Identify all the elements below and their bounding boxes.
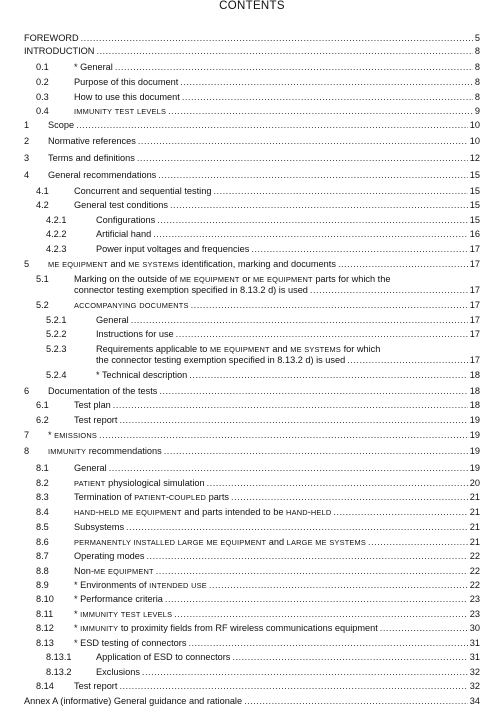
toc-entry-number: 8.4 (36, 507, 49, 517)
toc-entry-number: 5 (24, 259, 30, 269)
toc-entry-title: FOREWORD (24, 33, 79, 43)
toc-page-number: 17 (469, 285, 480, 295)
toc-entry-title: * Technical description (96, 370, 188, 380)
toc-entry[interactable] (36, 551, 480, 562)
dot-leader (207, 478, 468, 489)
toc-entry-continuation[interactable] (74, 285, 480, 296)
toc-entry-number: 4.2.2 (46, 229, 67, 239)
toc-page-number: 9 (474, 106, 480, 116)
toc-entry-number: 8.8 (36, 566, 49, 576)
toc-page-number: 15 (469, 170, 480, 180)
toc-page-number: 21 (469, 492, 480, 502)
dot-leader (191, 300, 468, 311)
toc-entry[interactable] (36, 507, 480, 518)
toc-entry-title: * ESD testing of connectors (74, 638, 187, 648)
toc-entry[interactable] (36, 106, 480, 117)
toc-page-number: 8 (474, 92, 480, 102)
toc-entry[interactable] (24, 33, 480, 44)
dot-leader (368, 537, 468, 548)
toc-entry-title: General (96, 315, 129, 325)
toc-entry[interactable] (36, 681, 480, 692)
toc-entry-number: 5.2.3 (46, 344, 67, 354)
toc-entry-continuation[interactable] (96, 355, 480, 366)
toc-entry-title: Test report (74, 681, 118, 691)
toc-entry-number: 2 (24, 136, 30, 146)
toc-entry-title: Subsystems (74, 522, 125, 532)
toc-entry[interactable] (24, 153, 480, 164)
toc-entry-title-line2: connector testing exemption specified in 8.13.2 d) is used (74, 285, 308, 295)
dot-leader (96, 46, 472, 57)
toc-entry-title: PERMANENTLY INSTALLED LARGE ME EQUIPMENT and LARGE ME SYSTEMS (74, 537, 367, 547)
toc-entry-number: 0.1 (36, 62, 49, 72)
toc-page-number: 21 (469, 522, 480, 532)
toc-entry[interactable] (36, 274, 480, 285)
toc-entry[interactable] (24, 170, 480, 181)
toc-page-number: 10 (469, 120, 480, 130)
toc-entry-title: Test report (74, 415, 118, 425)
dot-leader (213, 186, 467, 197)
toc-entry-title: Power input voltages and frequencies (96, 244, 250, 254)
toc-entry[interactable] (46, 329, 480, 340)
toc-entry[interactable] (46, 370, 480, 381)
dot-leader (347, 355, 468, 366)
toc-entry-number: 0.3 (36, 92, 49, 102)
toc-entry-title: Configurations (96, 215, 156, 225)
toc-page-number: 23 (469, 594, 480, 604)
toc-entry[interactable] (36, 522, 480, 533)
toc-entry-number: 8.10 (36, 594, 54, 604)
toc-page-number: 19 (469, 463, 480, 473)
toc-entry-number: 8.6 (36, 537, 49, 547)
dot-leader (168, 106, 473, 117)
toc-entry-number: 6 (24, 386, 30, 396)
toc-entry-title: * Environments of INTENDED USE (74, 580, 207, 590)
dot-leader (189, 370, 467, 381)
toc-page-number: 18 (469, 386, 480, 396)
toc-page-number: 18 (469, 370, 480, 380)
toc-entry-title: * General (74, 62, 113, 72)
toc-page-number: 32 (469, 667, 480, 677)
dot-leader (153, 229, 468, 240)
toc-entry-title: IMMUNITY recommendations (48, 446, 162, 456)
dot-leader (109, 463, 468, 474)
toc-entry-title: Concurrent and sequential testing (74, 186, 212, 196)
toc-page-number: 30 (469, 623, 480, 633)
toc-entry-number: 4.1 (36, 186, 49, 196)
dot-leader (164, 446, 468, 457)
toc-entry[interactable] (36, 77, 480, 88)
toc-entry[interactable] (24, 136, 480, 147)
toc-entry-title: INTRODUCTION (24, 46, 95, 56)
toc-entry[interactable] (24, 430, 480, 441)
dot-leader (231, 492, 468, 503)
toc-entry[interactable] (36, 92, 480, 103)
toc-entry-title: Application of ESD to connectors (96, 652, 231, 662)
toc-entry-title: How to use this document (74, 92, 180, 102)
dot-leader (115, 62, 473, 73)
toc-entry-number: 5.2.2 (46, 329, 67, 339)
toc-page-number: 15 (469, 186, 480, 196)
toc-entry-number: 8.13 (36, 638, 54, 648)
dot-leader (170, 200, 468, 211)
toc-entry[interactable] (46, 244, 480, 255)
dot-leader (131, 315, 468, 326)
toc-entry-number: 6.1 (36, 400, 49, 410)
toc-entry-title: * IMMUNITY to proximity fields from RF wireless communications equipment (74, 623, 378, 633)
toc-entry-title: Normative references (48, 136, 136, 146)
toc-entry-number: 4.2 (36, 200, 49, 210)
toc-entry-number: 3 (24, 153, 30, 163)
toc-entry[interactable] (24, 386, 480, 397)
toc-page-number: 5 (474, 33, 480, 43)
toc-page-number: 22 (469, 580, 480, 590)
toc-page-number: 21 (469, 507, 480, 517)
dot-leader (338, 259, 468, 270)
toc-page-number: 19 (469, 446, 480, 456)
toc-page-number: 17 (469, 315, 480, 325)
dot-leader (81, 33, 473, 44)
toc-entry-number: 8.11 (36, 609, 54, 619)
toc-entry-number: 7 (24, 430, 30, 440)
toc-entry-title: Marking on the outside of ME EQUIPMENT or ME EQUIPMENT parts for which the (74, 274, 391, 284)
dot-leader (159, 386, 467, 397)
toc-page-number: 17 (469, 259, 480, 269)
toc-entry-title: Exclusions (96, 667, 140, 677)
toc-entry[interactable] (36, 200, 480, 211)
dot-leader (244, 696, 468, 707)
dot-leader (182, 92, 473, 103)
dot-leader (165, 594, 468, 605)
toc-page-number: 8 (474, 46, 480, 56)
toc-page-number: 17 (469, 329, 480, 339)
toc-entry-title: PATIENT physiological simulation (74, 478, 205, 488)
toc-entry[interactable] (24, 46, 480, 57)
toc-entry-number: 4.2.1 (46, 215, 67, 225)
toc-entry-number: 8.5 (36, 522, 49, 532)
toc-entry[interactable] (24, 120, 480, 131)
toc-entry-number: 5.2.1 (46, 315, 67, 325)
toc-entry[interactable] (36, 609, 480, 620)
dot-leader (147, 551, 468, 562)
dot-leader (380, 623, 468, 634)
toc-entry-number: 5.2 (36, 300, 49, 310)
toc-entry-title-line2: the connector testing exemption specified in 8.13.2 d) is used (96, 355, 346, 365)
toc-entry-title: Test plan (74, 400, 111, 410)
toc-entry[interactable] (36, 400, 480, 411)
page-title: CONTENTS (219, 0, 285, 12)
toc-entry-number: 1 (24, 120, 30, 130)
toc-entry[interactable] (36, 62, 480, 73)
toc-entry[interactable] (36, 492, 480, 503)
dot-leader (142, 667, 468, 678)
toc-entry-title: Operating modes (74, 551, 145, 561)
toc-entry[interactable] (46, 229, 480, 240)
dot-leader (119, 681, 467, 692)
toc-page-number: 34 (469, 696, 480, 706)
toc-entry[interactable] (46, 344, 480, 355)
dot-leader (333, 507, 467, 518)
toc-page-number: 32 (469, 681, 480, 691)
toc-entry-number: 8.7 (36, 551, 49, 561)
toc-page-number: 31 (469, 652, 480, 662)
toc-entry-number: 8.12 (36, 623, 54, 633)
dot-leader (232, 652, 467, 663)
toc-page-number: 10 (469, 136, 480, 146)
toc-entry[interactable] (24, 696, 480, 707)
dot-leader (138, 136, 468, 147)
toc-page-number: 18 (469, 400, 480, 410)
toc-page-number: 22 (469, 551, 480, 561)
toc-entry-title: Terms and definitions (48, 153, 135, 163)
dot-leader (113, 400, 468, 411)
toc-entry-title: ACCOMPANYING DOCUMENTS (74, 301, 189, 310)
toc-entry-number: 4.2.3 (46, 244, 67, 254)
dot-leader (119, 415, 467, 426)
toc-page-number: 23 (469, 609, 480, 619)
toc-page-number: 17 (469, 300, 480, 310)
toc-page-number: 19 (469, 430, 480, 440)
toc-entry-title: General (74, 463, 107, 473)
dot-leader (137, 153, 468, 164)
toc-entry-number: 0.4 (36, 106, 49, 116)
toc-page-number: 22 (469, 566, 480, 576)
toc-entry-title: * Performance criteria (74, 594, 163, 604)
toc-entry[interactable] (46, 215, 480, 226)
toc-page-number: 8 (474, 77, 480, 87)
toc-entry[interactable] (36, 638, 480, 649)
toc-entry[interactable] (36, 478, 480, 489)
toc-entry[interactable] (24, 446, 480, 457)
toc-entry-title: General recommendations (48, 170, 157, 180)
toc-entry-title: Annex A (informative) General guidance and rationale (24, 696, 243, 706)
toc-entry-title: General test conditions (74, 200, 168, 210)
toc-page-number: 31 (469, 638, 480, 648)
toc-entry-number: 8.1 (36, 463, 49, 473)
toc-page-number: 16 (469, 229, 480, 239)
dot-leader (76, 120, 468, 131)
toc-entry-title: Termination of PATIENT-COUPLED parts (74, 492, 230, 502)
dot-leader (174, 609, 468, 620)
toc-entry-number: 8.13.2 (46, 667, 72, 677)
dot-leader (209, 580, 468, 591)
dot-leader (99, 430, 468, 441)
dot-leader (251, 244, 467, 255)
toc-entry[interactable] (36, 415, 480, 426)
toc-entry[interactable] (36, 300, 480, 311)
toc-entry[interactable] (36, 537, 480, 548)
toc-entry[interactable] (24, 259, 480, 270)
toc-entry-title: Artificial hand (96, 229, 152, 239)
toc-page-number: 19 (469, 415, 480, 425)
toc-page-number: 15 (469, 200, 480, 210)
dot-leader (176, 329, 468, 340)
toc-page-number: 20 (469, 478, 480, 488)
toc-entry-number: 8.9 (36, 580, 49, 590)
toc-page-number: 15 (469, 215, 480, 225)
toc-entry[interactable] (46, 652, 480, 663)
toc-entry-number: 8.14 (36, 681, 54, 691)
toc-entry-title: * IMMUNITY TEST LEVELS (74, 609, 173, 619)
dot-leader (180, 77, 473, 88)
toc-entry-title: Instructions for use (96, 329, 174, 339)
toc-entry[interactable] (46, 667, 480, 678)
toc-entry-number: 8.2 (36, 478, 49, 488)
dot-leader (156, 566, 468, 577)
toc-entry-number: 0.2 (36, 77, 49, 87)
toc-page-number: 12 (469, 153, 480, 163)
toc-entry-title: Non-ME EQUIPMENT (74, 566, 154, 576)
toc-entry-number: 8.13.1 (46, 652, 72, 662)
toc-entry-number: 8 (24, 446, 30, 456)
toc-entry[interactable] (36, 623, 480, 634)
toc-entry-title: IMMUNITY TEST LEVELS (74, 107, 167, 116)
dot-leader (310, 285, 468, 296)
toc-entry[interactable] (36, 580, 480, 591)
dot-leader (157, 215, 468, 226)
dot-leader (126, 522, 468, 533)
dot-leader (188, 638, 467, 649)
toc-entry[interactable] (46, 315, 480, 326)
toc-entry-number: 5.2.4 (46, 370, 67, 380)
toc-entry[interactable] (36, 186, 480, 197)
toc-page-number: 17 (469, 355, 480, 365)
dot-leader (158, 170, 467, 181)
toc-entry-number: 4 (24, 170, 30, 180)
toc-page-number: 8 (474, 62, 480, 72)
toc-entry-title: HAND-HELD ME EQUIPMENT and parts intended to be HAND-HELD (74, 507, 332, 517)
toc-entry[interactable] (36, 566, 480, 577)
toc-entry-title: Documentation of the tests (48, 386, 158, 396)
toc-entry[interactable] (36, 463, 480, 474)
toc-page-number: 17 (469, 244, 480, 254)
toc-entry-title: * EMISSIONS (48, 430, 98, 440)
toc-entry-title: ME EQUIPMENT and ME SYSTEMS identification, marking and documents (48, 259, 336, 269)
toc-entry-number: 5.1 (36, 274, 49, 284)
toc-page-number: 21 (469, 537, 480, 547)
toc-entry[interactable] (36, 594, 480, 605)
toc-entry-number: 8.3 (36, 492, 49, 502)
toc-entry-title: Purpose of this document (74, 77, 179, 87)
toc-entry-title: Scope (48, 120, 75, 130)
toc-entry-title: Requirements applicable to ME EQUIPMENT and ME SYSTEMS for which (96, 344, 381, 354)
toc-entry-number: 6.2 (36, 415, 49, 425)
